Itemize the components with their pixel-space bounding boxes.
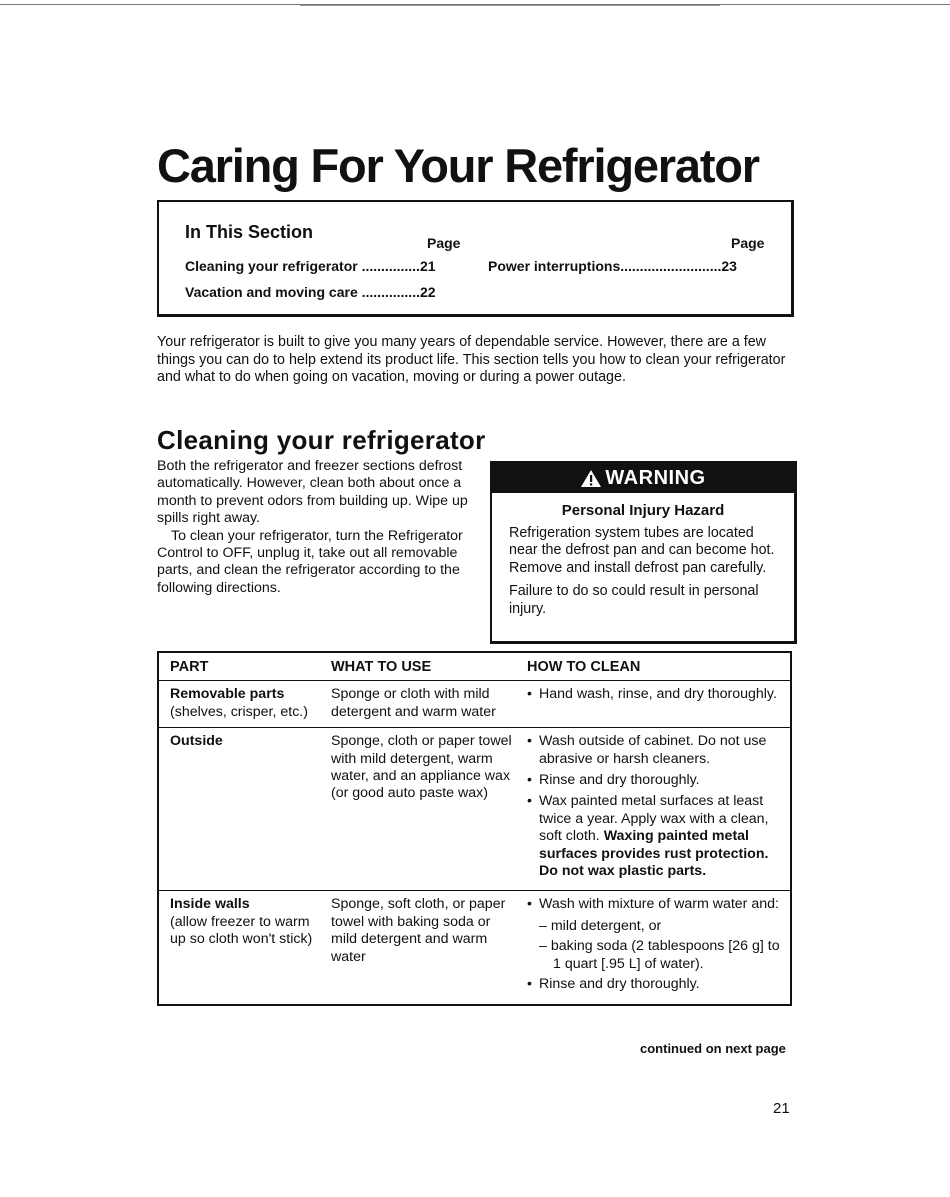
toc-entry-dots: .......................... bbox=[620, 258, 722, 274]
toc-page-label-left: Page bbox=[427, 235, 461, 251]
how-to-clean-cell bbox=[517, 681, 791, 728]
what-to-use-cell: Sponge, cloth or paper towel with mild detergent, warm water, and an appliance wax (or good auto paste wax) bbox=[320, 728, 517, 891]
part-note: (shelves, crisper, etc.) bbox=[170, 703, 308, 720]
toc-entry-page: 22 bbox=[419, 284, 436, 300]
toc-entry-text: Cleaning your refrigerator bbox=[185, 258, 358, 274]
cleaning-instructions bbox=[157, 458, 477, 597]
toc-entry-dots: ............... bbox=[361, 284, 420, 300]
part-note: (allow freezer to warm up so cloth won't stick) bbox=[170, 913, 313, 948]
intro-paragraph: Your refrigerator is built to give you many years of dependable service. However, there are a few things you can do to help extend its product life. This section tells you how to clean your refrigerator and what to do when going on vacation, moving or during a power outage. bbox=[157, 334, 786, 385]
cleaning-paragraph-2: To clean your refrigerator, turn the Refrigerator Control to OFF, unplug it, take out all removable parts, and clean the refrigerator according to the following directions. bbox=[157, 527, 463, 596]
header-what-to-use: WHAT TO USE bbox=[331, 659, 432, 675]
instruction-item bbox=[527, 793, 790, 880]
top-rule-2 bbox=[300, 5, 720, 6]
warning-text-2: Failure to do so could result in personal injury. bbox=[509, 583, 759, 617]
warning-box bbox=[490, 461, 797, 644]
toc-entry-page: 21 bbox=[419, 258, 436, 274]
warning-banner bbox=[492, 463, 794, 493]
toc-entry-vacation[interactable] bbox=[185, 284, 436, 300]
table-row bbox=[158, 681, 791, 728]
instruction-text: Wax painted metal surfaces at least twice a year. Apply wax with a clean, soft cloth. bbox=[539, 793, 769, 845]
instruction-subitem: – mild detergent, or bbox=[539, 917, 662, 934]
table-header-row bbox=[158, 652, 791, 681]
in-this-section-box bbox=[157, 200, 794, 317]
cleaning-table bbox=[157, 651, 792, 1006]
page-title: Caring For Your Refrigerator bbox=[157, 139, 759, 192]
part-cell bbox=[158, 681, 320, 728]
subitem-text: mild detergent, or bbox=[550, 917, 662, 934]
warning-hazard-title: Personal Injury Hazard bbox=[561, 502, 725, 519]
toc-heading: In This Section bbox=[185, 222, 314, 242]
part-name: Outside bbox=[170, 733, 223, 750]
warning-text-1: Refrigeration system tubes are located near the defrost pan and can become hot. Remove and install defrost pan carefully. bbox=[509, 525, 775, 576]
toc-page-label-right: Page bbox=[731, 235, 765, 251]
continued-note: continued on next page bbox=[640, 1041, 786, 1056]
instruction-item: • Rinse and dry thoroughly. bbox=[527, 976, 790, 993]
instruction-item: • Hand wash, rinse, and dry thoroughly. bbox=[527, 686, 790, 703]
instruction-subitem: – baking soda (2 tablespoons [26 g] to 1 quart [.95 L] of water). bbox=[539, 938, 780, 972]
what-to-use-cell: Sponge or cloth with mild detergent and warm water bbox=[320, 681, 517, 728]
header-part: PART bbox=[170, 659, 209, 675]
table-row bbox=[158, 891, 791, 1005]
instruction-item: • Wash outside of cabinet. Do not use abrasive or harsh cleaners. bbox=[527, 733, 790, 768]
what-to-use-cell: Sponge, soft cloth, or paper towel with baking soda or mild detergent and warm water bbox=[320, 891, 517, 1005]
toc-entry-text: Vacation and moving care bbox=[185, 284, 358, 300]
part-name: Removable parts bbox=[170, 686, 285, 703]
how-to-clean-cell bbox=[517, 891, 791, 1005]
toc-entry-cleaning[interactable] bbox=[185, 258, 436, 274]
table-row bbox=[158, 728, 791, 891]
toc-entry-power[interactable] bbox=[488, 258, 737, 274]
part-cell bbox=[158, 728, 320, 891]
how-to-clean-cell bbox=[517, 728, 791, 891]
subitem-text: baking soda (2 tablespoons [26 g] to 1 quart [.95 L] of water). bbox=[550, 938, 780, 972]
toc-entry-text: Power interruptions bbox=[488, 258, 621, 274]
header-how-to-clean: HOW TO CLEAN bbox=[527, 659, 641, 675]
instruction-item: • Wash with mixture of warm water and: bbox=[527, 896, 790, 913]
warning-triangle-icon bbox=[580, 469, 602, 488]
warning-label: WARNING bbox=[605, 466, 706, 489]
part-cell bbox=[158, 891, 320, 1005]
page-number: 21 bbox=[773, 1100, 790, 1117]
instruction-bold-text: Waxing painted metal surfaces provides rust protection. Do not wax plastic parts. bbox=[539, 828, 769, 880]
instruction-item: • Rinse and dry thoroughly. bbox=[527, 772, 790, 789]
cleaning-paragraph-1: Both the refrigerator and freezer sections defrost automatically. However, clean both about once a month to prevent odors from building up. Wipe up spills right away. bbox=[157, 458, 468, 527]
toc-entry-dots: ............... bbox=[361, 258, 420, 274]
part-name: Inside walls bbox=[170, 896, 250, 913]
section-heading: Cleaning your refrigerator bbox=[157, 425, 486, 455]
toc-entry-page: 23 bbox=[721, 258, 737, 274]
